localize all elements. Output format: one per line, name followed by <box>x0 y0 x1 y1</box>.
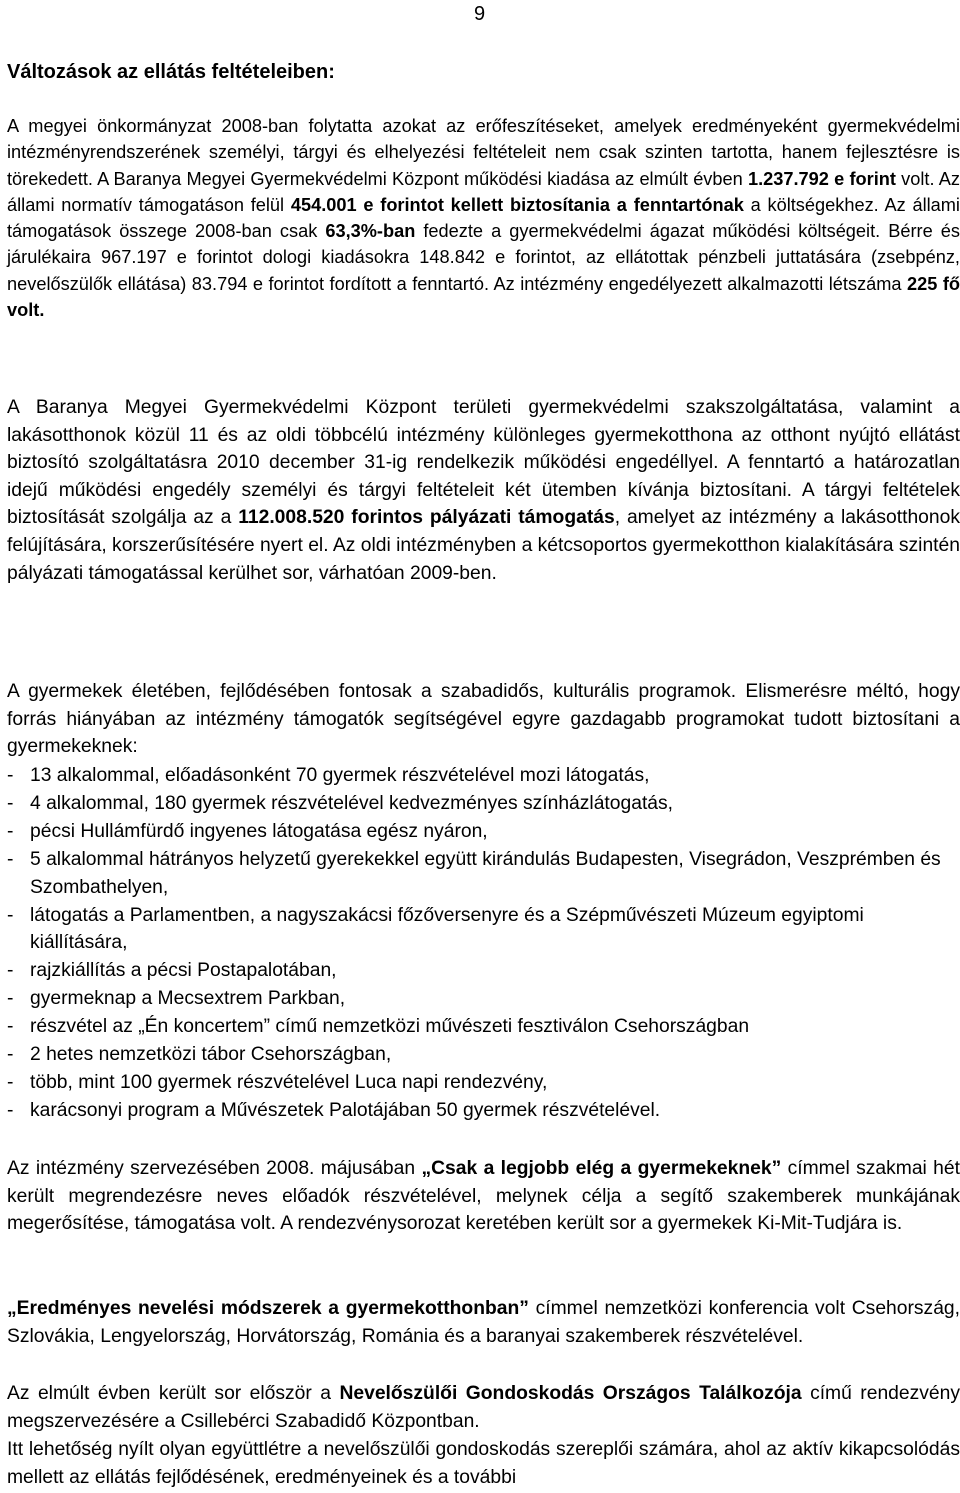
paragraph-licensing <box>7 394 960 587</box>
text-run: című rendezvény megszervezésére a Csillebérci Szabadidő Központban. <box>7 1383 960 1432</box>
list-item <box>7 1041 960 1069</box>
text-run: Az intézmény szervezésében 2008. májusában <box>7 1158 422 1179</box>
list-item-text: részvétel az „Én koncertem” című nemzetközi művészeti fesztiválon Csehországban <box>30 1016 750 1038</box>
list-dash: - <box>7 960 14 982</box>
list-item <box>7 985 960 1013</box>
list-item <box>7 762 960 790</box>
text-run: fedezte a gyermekvédelmi ágazat működési költségeit. Bérre és járulékaira 967.197 e forintot dologi kiadásokra 148.842 e forintot, az ellátottak pénzbeli juttatására (zsebpénz, nevelőszülők ellátása) 83.794 e forintot fordított a fenntartó. Az intézmény engedélyezett alkalmazotti létszáma <box>7 221 960 294</box>
text-run: A Baranya Megyei Gyermekvédelmi Központ területi gyermekvédelmi szakszolgáltatása, valamint a lakásotthonok közül 11 és az oldi többcélú intézmény különleges gyermekotthona az otthont nyújtó ellátást biztosító szolgáltatásra 2010 december 31-ig rendelkezik működési engedéllyel. A fenntartó a határozatlan idejű működési engedély személyi és tárgyi feltételeit két ütemben kívánja biztosítani. A tárgyi feltételek biztosítását szolgálja az a <box>7 397 960 529</box>
list-item <box>7 1013 960 1041</box>
list-item-text: gyermeknap a Mecsextrem Parkban, <box>30 988 346 1010</box>
list-dash: - <box>7 792 14 814</box>
list-item <box>7 1069 960 1097</box>
list-dash: - <box>7 988 14 1010</box>
text-run: címmel nemzetközi konferencia volt Csehország, Szlovákia, Lengyelország, Horvátország, Románia és a baranyai szakemberek részvételével. <box>7 1298 960 1347</box>
list-item-text: 13 alkalommal, előadásonként 70 gyermek részvételével mozi látogatás, <box>30 765 650 786</box>
section-heading: Változások az ellátás feltételeiben: <box>7 61 335 83</box>
list-item-text: karácsonyi program a Művészetek Palotájában 50 gyermek részvételével. <box>30 1099 661 1121</box>
text-run: Az elmúlt évben került sor először a <box>7 1383 340 1404</box>
list-item-text: rajzkiállítás a pécsi Postapalotában, <box>30 960 337 982</box>
text-run: Itt lehetőség nyílt olyan együttlétre a nevelőszülői gondoskodás szereplői számára, ahol az aktív kikapcsolódás mellett az ellátás fejlődésének, eredményeinek és a további <box>7 1439 960 1488</box>
list-dash: - <box>7 1099 14 1121</box>
list-item <box>7 790 960 818</box>
paragraph-conference <box>7 1295 960 1350</box>
bold-run: „Csak a legjobb elég a gyermekeknek” <box>421 1158 782 1179</box>
list-item <box>7 1097 960 1125</box>
paragraph-programs-intro <box>7 678 960 761</box>
bold-run: 112.008.520 forintos pályázati támogatás <box>238 507 615 529</box>
page-number: 9 <box>474 3 486 25</box>
list-item-text: 2 hetes nemzetközi tábor Csehországban, <box>30 1044 392 1066</box>
text-run: címmel szakmai hét került megrendezésre neves előadók részvételével, melynek célja a segítő szakemberek munkájának megerősítése, támogatása volt. A rendezvénysorozat keretében került sor a gyermekek Ki-Mit-Tudjára is. <box>7 1158 960 1235</box>
list-item-text: 4 alkalommal, 180 gyermek részvételével kedvezményes színházlátogatás, <box>30 792 674 814</box>
paragraph-professional-week <box>7 1155 960 1238</box>
list-dash: - <box>7 1071 14 1093</box>
bold-run: 63,3%-ban <box>325 221 416 242</box>
bold-run: 225 fő volt. <box>7 273 960 321</box>
list-item <box>7 957 960 985</box>
text-run: A gyermekek életében, fejlődésében fontosak a szabadidős, kulturális programok. Elismerésre méltó, hogy forrás hiányában az intézmény támogatók segítségével egyre gazdagabb programokat tudott biztosítani a gyermekeknek: <box>7 681 960 758</box>
program-list <box>7 762 960 1125</box>
list-item-text: látogatás a Parlamentben, a nagyszakácsi főzőversenyre és a Szépművészeti Múzeum egyiptomi kiállítására, <box>30 904 864 954</box>
text-run: , amelyet az intézmény a lakásotthonok felújítására, korszerűsítésére nyert el. Az oldi intézményben a kétcsoportos gyermekotthon kialakítására szintén pályázati támogatással kerülhet sor, várhatóan 2009-ben. <box>7 507 960 584</box>
bold-run: 454.001 e forintot kellett biztosítania a fenntartónak <box>290 194 744 215</box>
text-run: a költségekhez. Az állami támogatások összege 2008-ban csak <box>7 194 960 242</box>
list-dash: - <box>7 848 14 870</box>
list-item-text: pécsi Hullámfürdő ingyenes látogatása egész nyáron, <box>30 820 488 842</box>
list-item <box>7 818 960 846</box>
list-dash: - <box>7 765 14 786</box>
list-dash: - <box>7 904 14 926</box>
list-dash: - <box>7 820 14 842</box>
list-item-text: 5 alkalommal hátrányos helyzetű gyerekekkel együtt kirándulás Budapesten, Visegrádon, Veszprémben és Szombathelyen, <box>30 848 941 898</box>
paragraph-foster-meeting <box>7 1380 960 1435</box>
list-item <box>7 846 960 902</box>
list-dash: - <box>7 1016 14 1038</box>
bold-run: 1.237.792 e forint <box>747 168 896 189</box>
bold-run: Nevelőszülői Gondoskodás Országos Találkozója <box>339 1383 802 1404</box>
text-run: volt. Az állami normatív támogatáson felül <box>7 168 960 215</box>
text-run: A megyei önkormányzat 2008-ban folytatta azokat az erőfeszítéseket, amelyek eredményeként gyermekvédelmi intézményrendszerének személyi, tárgyi és elhelyezési feltételeit nem csak szinten tartotta, hanem fejlesztésre is törekedett. A Baranya Megyei Gyermekvédelmi Központ működési kiadása az elmúlt évben <box>7 116 960 189</box>
paragraph-continuation <box>7 1436 960 1491</box>
bold-run: „Eredményes nevelési módszerek a gyermekotthonban” <box>7 1298 529 1319</box>
list-item <box>7 902 960 958</box>
paragraph-finances <box>7 113 960 323</box>
list-item-text: több, mint 100 gyermek részvételével Luca napi rendezvény, <box>30 1071 548 1093</box>
list-dash: - <box>7 1044 14 1066</box>
